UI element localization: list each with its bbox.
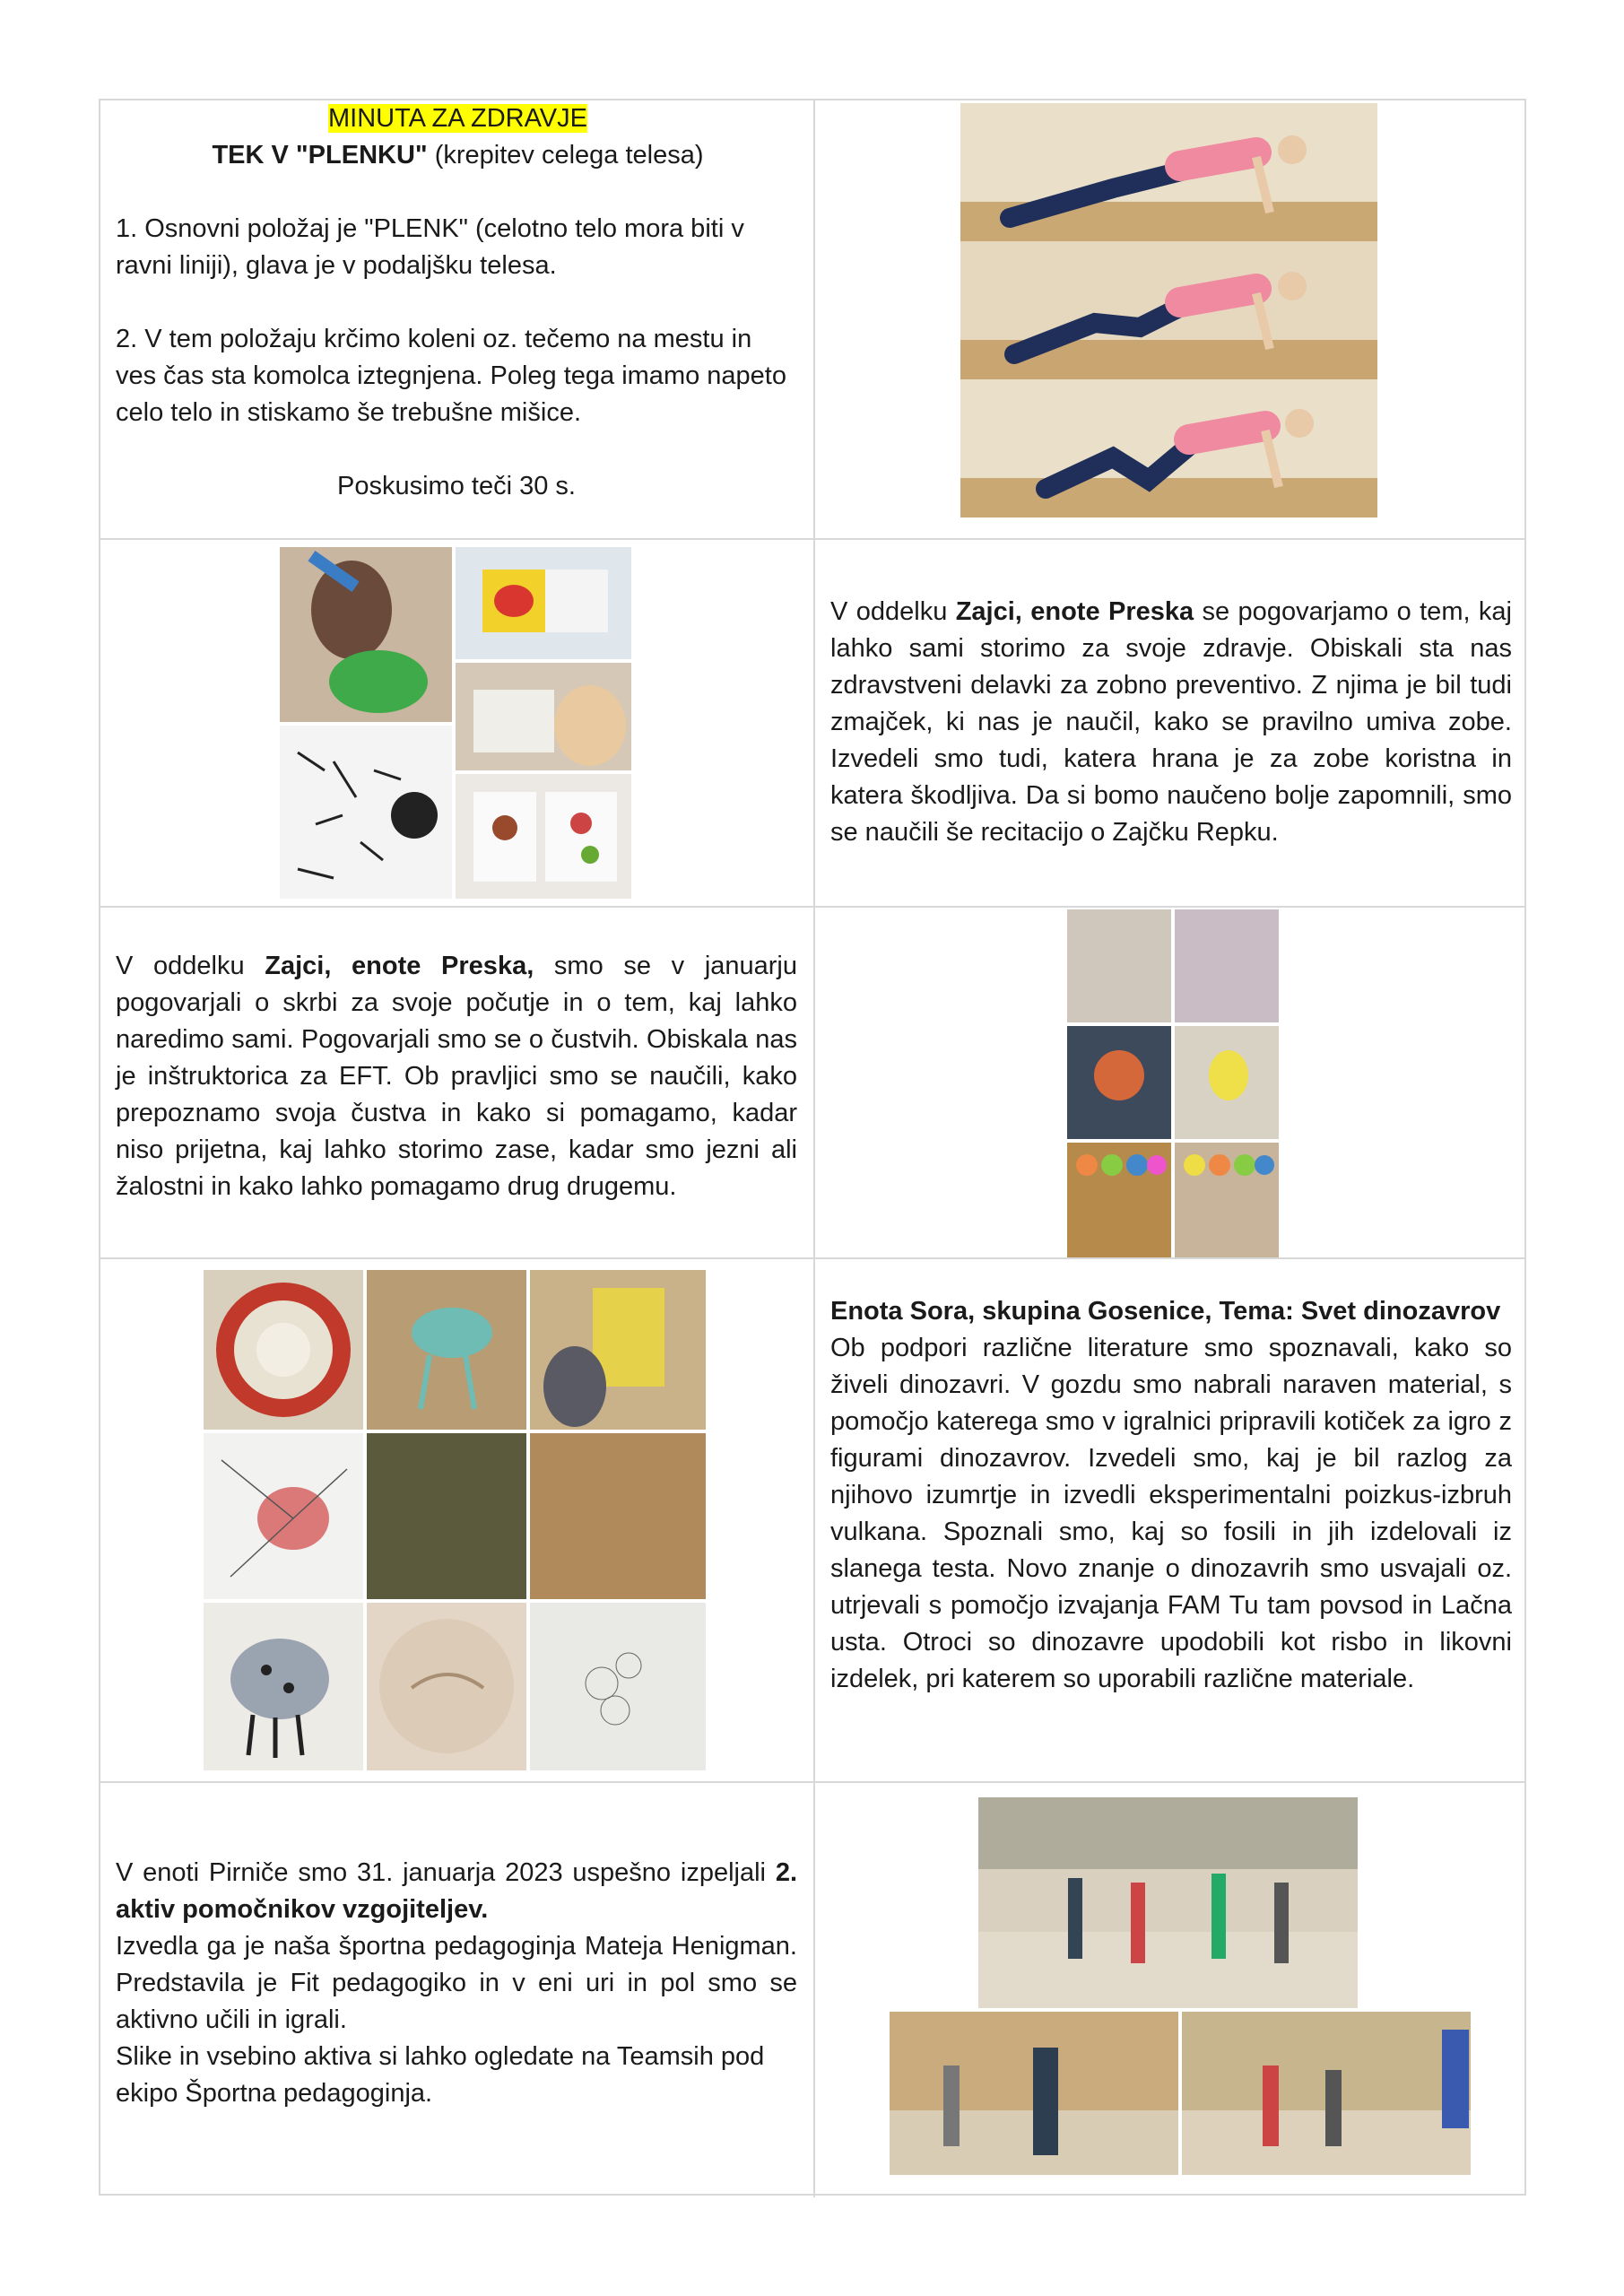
plank-text-cell: [100, 100, 815, 538]
dental-collage: [280, 547, 631, 899]
emotions-text-cell: [100, 908, 815, 1257]
dinosaurs-text-cell: [815, 1259, 1524, 1781]
row-dinosaurs: [100, 1257, 1524, 1781]
emotions-photo-cell: [815, 908, 1524, 1257]
assistants-text-cell: [100, 1783, 815, 2197]
assistants-text-start: V enoti Pirniče smo 31. januarja 2023 uspešno izpeljali: [116, 1858, 776, 1887]
dinosaurs-heading: Enota Sora, skupina Gosenice, Tema: Svet dinozavrov: [830, 1297, 1501, 1326]
row-dental-health: [100, 538, 1524, 906]
minute-for-health-title: MINUTA ZA ZDRAVJE: [328, 104, 587, 133]
dino-photo-plate: [204, 1270, 363, 1430]
dino-photo-spotted-dino: [204, 1603, 363, 1770]
assistants-photo-cell: [815, 1783, 1524, 2197]
emotions-photo-smileys-1: [1067, 1143, 1171, 1257]
emotions-text-start: V oddelku: [116, 952, 265, 980]
dental-photo-food-sheet: [456, 774, 631, 899]
newsletter-table: [99, 99, 1526, 2196]
dental-photo-book: [456, 547, 631, 659]
emotions-photo-drawing: [1175, 1026, 1279, 1139]
dinosaurs-photo-cell: [100, 1259, 815, 1781]
assistants-text: [116, 1855, 797, 2112]
dino-photo-drawing-volcano: [204, 1433, 363, 1599]
dental-photo-child: [456, 663, 631, 770]
emotions-text-body: smo se v januarju pogovarjali o skrbi za svoje počutje in o tem, kaj lahko naredimo sami. Pogovarjali smo se o čustvih. Obiskala nas je inštruktorica za EFT. Ob pravljici smo se naučili, kako prepoznamo svoja čustva in kako si pomagamo, kadar niso prijetna, kaj lahko storimo zase, kadar smo jezni ali žalostni in kako lahko pomagamo drug drugemu.: [116, 952, 797, 1201]
row-emotions: [100, 906, 1524, 1257]
plank-step-1: 1. Osnovni položaj je "PLENK" (celotno telo mora biti v ravni liniji), glava je v podaljšku telesa.: [116, 214, 744, 280]
assistants-text-p2: Izvedla ga je naša športna pedagoginja Mateja Henigman. Predstavila je Fit pedagogiko in v eni uri in pol smo se aktivno učili in igrali.: [116, 1932, 797, 2034]
dino-photo-sketch: [530, 1603, 706, 1770]
plank-step-2: 2. V tem položaju krčimo koleni oz. tečemo na mestu in ves čas sta komolca iztegnjena. Poleg tega imamo napeto celo telo in stiskamo še trebušne mišice.: [116, 325, 786, 427]
dental-photo-cell: [100, 540, 815, 906]
emotions-photo-1: [1067, 909, 1171, 1022]
dino-photo-yellow-dino: [530, 1270, 706, 1430]
plank-run-title: TEK V "PLENKU": [212, 141, 428, 170]
dental-group-name: Zajci, enote Preska: [955, 597, 1194, 626]
dino-photo-fossil: [367, 1603, 526, 1770]
plank-photo-cell: [815, 100, 1524, 538]
dental-text-cell: [815, 540, 1524, 906]
dino-photo-glitter-dino: [367, 1270, 526, 1430]
assistants-photo-gym: [978, 1797, 1358, 2008]
plank-steps: [116, 211, 797, 505]
plank-closing: Poskusimo teči 30 s.: [337, 472, 576, 500]
emotions-group-name: Zajci, enote Preska,: [265, 952, 534, 980]
dental-text: [830, 594, 1512, 851]
dental-photo-drawing: [280, 726, 452, 899]
row-plank-exercise: [100, 100, 1524, 538]
dino-photo-figures: [367, 1433, 526, 1599]
emotions-book-cover: [1067, 1026, 1171, 1139]
dinosaurs-text: [830, 1293, 1512, 1698]
emotions-photo-smileys-2: [1175, 1143, 1279, 1257]
row-assistants-meeting: [100, 1781, 1524, 2197]
assistants-photo-right: [1182, 2012, 1471, 2175]
plank-run-subtitle: (krepitev celega telesa): [427, 141, 704, 170]
assistants-text-p3: Slike in vsebino aktiva si lahko ogledate na Teamsih pod ekipo Športna pedagoginja.: [116, 2042, 765, 2108]
emotions-collage: [1067, 909, 1279, 1257]
assistants-event-name: 2. aktiv pomočnikov vzgojiteljev.: [116, 1858, 797, 1924]
assistants-photo-left: [890, 2012, 1178, 2175]
emotions-photo-2: [1175, 909, 1279, 1022]
dental-photo-dragon: [280, 547, 452, 722]
plank-exercise-photo: [960, 103, 1377, 517]
dino-photo-classroom: [530, 1433, 706, 1599]
dental-text-start: V oddelku: [830, 597, 956, 626]
dental-text-body: se pogovarjamo o tem, kaj lahko sami storimo za svoje zdravje. Obiskali sta nas zdravstveni delavki za zobno preventivo. Z njima je bil tudi zmajček, ki nas je naučil, kako se pravilno umiva zobe. Izvedeli smo tudi, katera hrana je za zobe koristna in katera škodljiva. Da si bomo naučeno bolje zapomnili, smo se naučili še recitacijo o Zajčku Repku.: [830, 597, 1512, 847]
plank-title-block: [100, 100, 815, 174]
dinosaurs-collage: [204, 1270, 706, 1770]
emotions-text: [116, 948, 797, 1205]
dinosaurs-body: Ob podpori različne literature smo spoznavali, kako so živeli dinozavri. V gozdu smo nabrali naraven material, s pomočjo katerega smo v igralnici pripravili kotiček za igro z figurami dinozavrov. Izvedeli smo, kaj je bil razlog za njihovo izumrtje in izvedli eksperimentalni poizkus-izbruh vulkana. Spoznali smo, kaj so fosili in jih izdelovali iz slanega testa. Novo znanje o dinozavrih smo usvajali oz. utrjevali s pomočjo izvajanja FAM Tu tam povsod in Lačna usta. Otroci so dinozavre upodobili kot risbo in likovni izdelek, pri katerem so uporabili različne materiale.: [830, 1334, 1512, 1693]
